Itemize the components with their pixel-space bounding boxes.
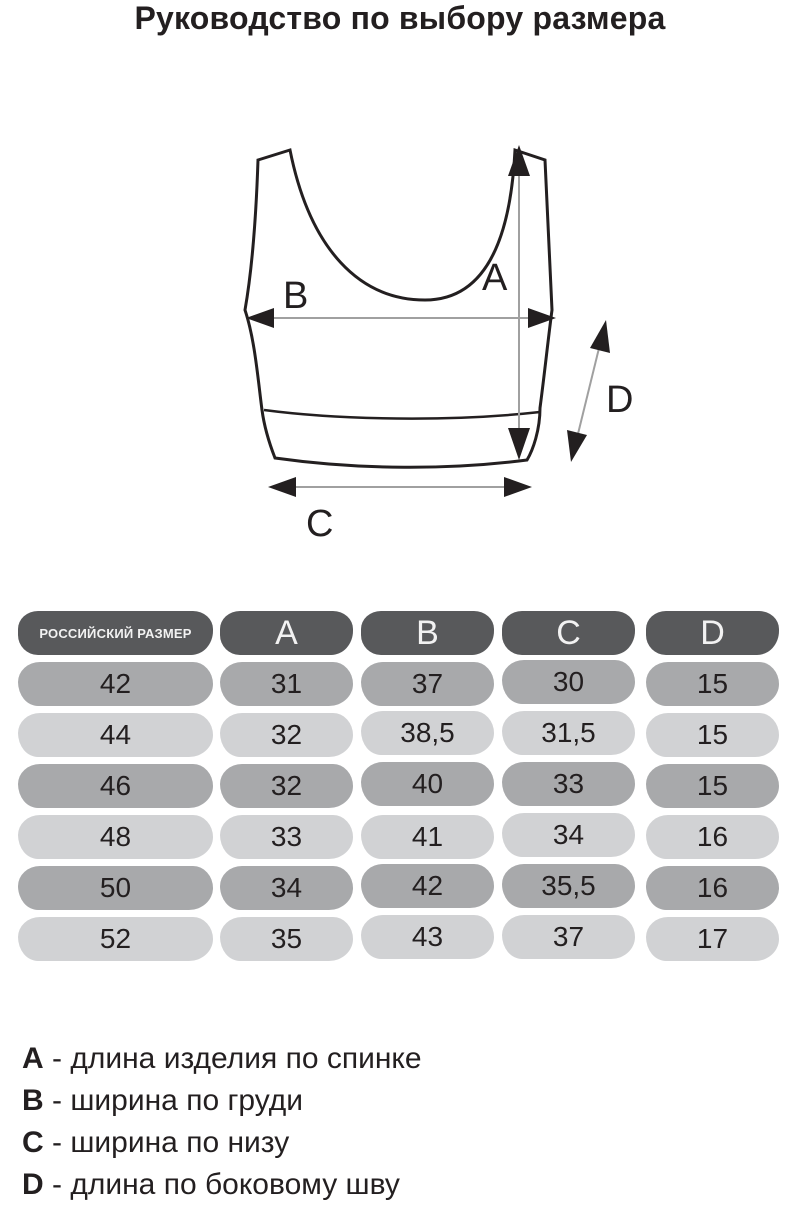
cell-d: 15 <box>646 764 779 808</box>
cell-b: 41 <box>361 815 494 859</box>
c-label: C <box>306 503 334 545</box>
cell-a: 32 <box>220 713 353 757</box>
legend-key: D <box>22 1168 44 1201</box>
legend-separator: - <box>43 1042 71 1075</box>
cell-c: 33 <box>502 762 635 806</box>
legend-separator: - <box>43 1168 71 1201</box>
legend-item-b <box>22 1080 782 1122</box>
legend-separator: - <box>43 1084 71 1117</box>
cell-a: 34 <box>220 866 353 910</box>
cell-b: 42 <box>361 864 494 908</box>
cell-c: 35,5 <box>502 864 635 908</box>
cell-d: 17 <box>646 917 779 961</box>
d-label: D <box>606 379 634 421</box>
d-arrow-down-icon <box>567 430 587 462</box>
d-arrow-up-icon <box>590 320 610 353</box>
cell-b: 38,5 <box>361 711 494 755</box>
cell-b: 40 <box>361 762 494 806</box>
page-title: Руководство по выбору размера <box>134 0 666 36</box>
header-a: A <box>220 611 353 655</box>
cell-d: 15 <box>646 662 779 706</box>
cell-size: 52 <box>18 917 213 961</box>
size-table <box>18 611 782 963</box>
cell-size: 44 <box>18 713 213 757</box>
cell-size: 42 <box>18 662 213 706</box>
cell-d: 16 <box>646 815 779 859</box>
header-russian-size: РОССИЙСКИЙ РАЗМЕР <box>18 611 213 655</box>
header-d: D <box>646 611 779 655</box>
a-label: A <box>482 257 508 299</box>
header-b: B <box>361 611 494 655</box>
legend-text: ширина по груди <box>70 1084 304 1117</box>
cell-size: 50 <box>18 866 213 910</box>
legend-key: C <box>22 1126 44 1159</box>
cell-a: 35 <box>220 917 353 961</box>
c-arrow-left-icon <box>268 477 296 497</box>
garment-diagram <box>0 0 800 560</box>
cell-a: 33 <box>220 815 353 859</box>
c-arrow-right-icon <box>504 477 532 497</box>
b-label: B <box>283 275 309 317</box>
legend-separator: - <box>43 1126 71 1159</box>
measurement-legend <box>22 1038 782 1206</box>
cell-c: 37 <box>502 915 635 959</box>
legend-text: ширина по низу <box>70 1126 290 1159</box>
cell-a: 32 <box>220 764 353 808</box>
cell-size: 48 <box>18 815 213 859</box>
legend-key: B <box>22 1084 44 1117</box>
cell-a: 31 <box>220 662 353 706</box>
legend-item-c <box>22 1122 782 1164</box>
cell-c: 34 <box>502 813 635 857</box>
cell-c: 30 <box>502 660 635 704</box>
cell-c: 31,5 <box>502 711 635 755</box>
legend-text: длина изделия по спинке <box>70 1042 422 1075</box>
header-c: C <box>502 611 635 655</box>
legend-item-a <box>22 1038 782 1080</box>
legend-text: длина по боковому шву <box>70 1168 400 1201</box>
side-seam-guide-line <box>576 340 601 442</box>
cell-b: 37 <box>361 662 494 706</box>
cell-size: 46 <box>18 764 213 808</box>
cell-b: 43 <box>361 915 494 959</box>
cell-d: 15 <box>646 713 779 757</box>
cell-d: 16 <box>646 866 779 910</box>
legend-key: A <box>22 1042 44 1075</box>
